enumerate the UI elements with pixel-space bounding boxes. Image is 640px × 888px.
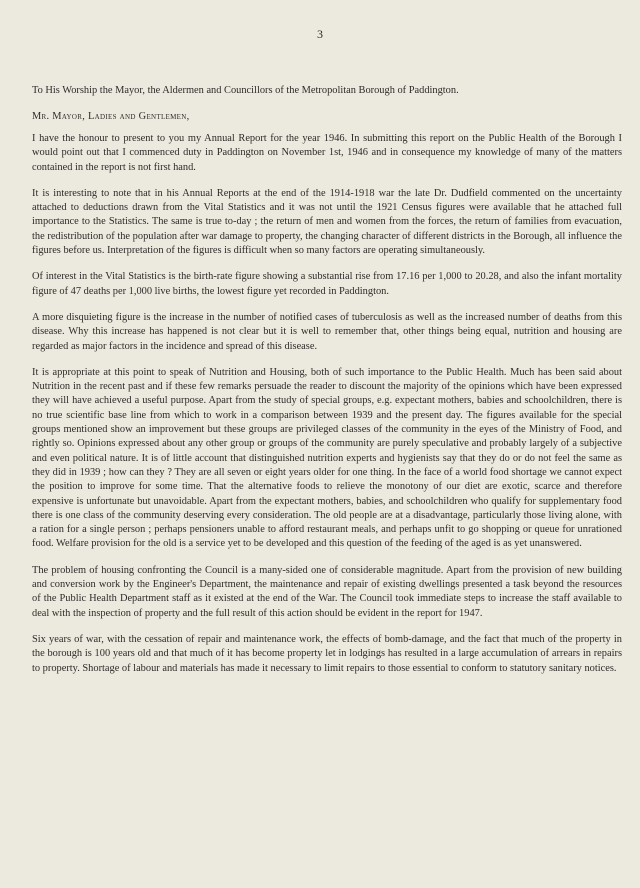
paragraph-introduction: I have the honour to present to you my Annual Report for the year 1946. In submitting this report on the Public Health of the Borough I would point out that I commenced duty in Paddington on November 1st, 1946 and in consequence my knowledge of many of the matters contained in the report is not first hand. [32,133,622,173]
paragraph-birth-rate: Of interest in the Vital Statistics is the birth-rate figure showing a substantial rise from 17.16 per 1,000 to 20.28, and also the infant mortality figure of 47 deaths per 1,000 live births, the lowest figure yet recorded in Paddington. [32,271,622,297]
address-line: To His Worship the Mayor, the Aldermen and Councillors of the Metropolitan Borough of Paddington. [32,85,459,96]
paragraph-housing: The problem of housing confronting the Council is a many-sided one of considerable magnitude. Apart from the provision of new building and conversion work by the Engineer's Department, the maintenance and repair of existing dwellings presented a task beyond the resources of the Public Health Department staff as it existed at the end of the War. The Council took immediate steps to increase the staff available to deal with the inspection of property and the full result of this action should be evident in the report for 1947. [32,564,622,619]
greeting: Mr. Mayor, Ladies and Gentlemen, [32,111,190,122]
paragraph-vital-statistics-context: It is interesting to note that in his Annual Reports at the end of the 1914-1918 war the late Dr. Dudfield commented on the uncertainty attached to deductions drawn from the Vital Statistics and it was not until the 1921 Census figures were available that he attached full importance to the Statistics. The same is true to-day ; the return of men and women from the forces, the return of families from evacuation, the redistribution of the population after war damage to property, the changing character of different districts in the Borough, all influence the figures before us. Interpretation of the figures is difficult when so many factors are operating simultaneously. [32,187,622,257]
report-body [32,132,622,688]
paragraph-nutrition: It is appropriate at this point to speak of Nutrition and Housing, both of such importance to the Public Health. Much has been said about Nutrition in the recent past and if these few remarks persuade the reader to discount the majority of the opinions which have been expressed they will have achieved a useful purpose. Apart from the study of special groups, e.g. expectant mothers, babies and schoolchildren, there is no true scientific base line from which to work in a comparison between 1939 and the present day. The figures available for the special groups mentioned show an improvement but these groups are privileged classes of the community in the eyes of the Ministry of Food, and rightly so. Opinions expressed about any other group or groups of the community are purely speculative and probably largely of a subjective and even political nature. It is of little account that distinguished nutrition experts and hygienists say that they do or do not feel the same as they did in 1939 ; how can they ? They are all seven or eight years older for one thing. In the face of a world food shortage we cannot expect the position to improve for some time. That the alternative foods to relieve the monotony of our diet are exotic, scarce and therefore expensive is unfortunate but unavoidable. Apart from the expectant mothers, babies, and schoolchildren who qualify for supplementary food there is one class of the community deserving every consideration. The old people are at a disadvantage, particularly those living alone, with a ration for a single person ; perhaps pensioners unable to afford restaurant meals, and perhaps unfit to go shopping or queue for unrationed food. Welfare provision for the old is a service yet to be developed and this question of the feeding of the aged is as yet unanswered. [32,366,622,550]
paragraph-tuberculosis: A more disquieting figure is the increase in the number of notified cases of tuberculosis as well as the increased number of deaths from this disease. Why this increase has happened is not clear but it is well to remember that, other things being equal, nutrition and housing are regarded as major factors in the incidence and spread of this disease. [32,311,622,352]
page-number: 3 [317,27,323,41]
paragraph-repairs: Six years of war, with the cessation of repair and maintenance work, the effects of bomb-damage, and the fact that much of the property in the borough is 100 years old and that much of it has become property let in lodgings has resulted in a large accumulation of arrears in repairs to property. Shortage of labour and materials has made it necessary to limit repairs to those essential to conform to statutory sanitary notices. [32,633,622,674]
